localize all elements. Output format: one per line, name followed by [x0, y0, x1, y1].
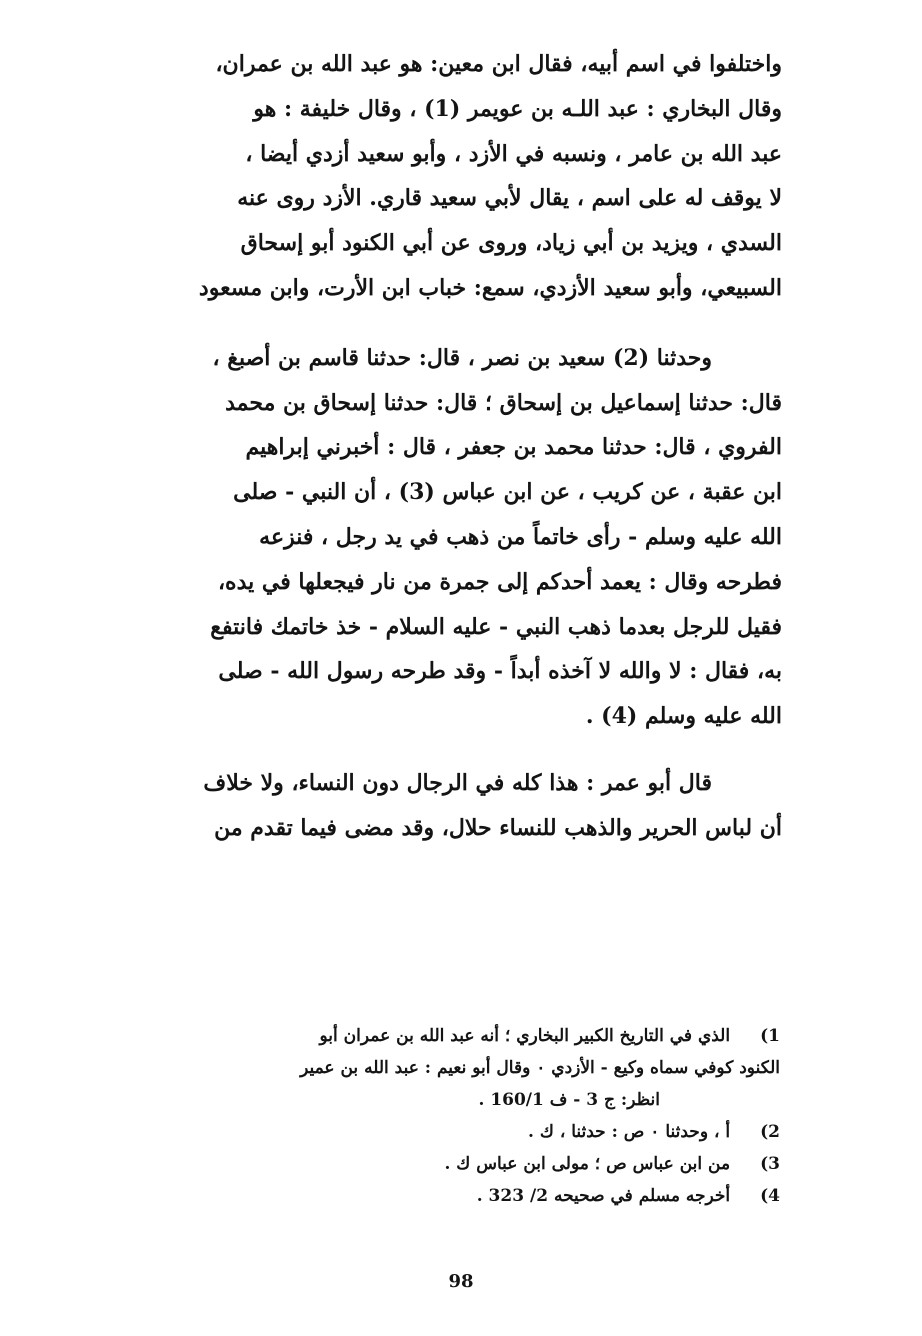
footnote-2 [150, 1116, 780, 1148]
footnote-text: الكنود كوفي سماه وكيع - الأزدي ٠ وقال أبو نعيم : عبد الله بن عمير [300, 1058, 780, 1078]
footnote-number: 3) [760, 1154, 780, 1174]
text-line: الفروي ، قال: حدثنا محمد بن جعفر ، قال : أخبرني إبراهيم [245, 434, 782, 461]
text-line: به، فقال : لا والله لا آخذه أبداً - وقد طرحه رسول الله - صلى [218, 658, 782, 685]
footnote-1-continued [150, 1052, 780, 1084]
text-line: ابن عقبة ، عن كريب ، عن ابن عباس (3) ، أن النبي - صلى [233, 479, 782, 506]
footnote-3 [150, 1148, 780, 1180]
text-line: وحدثنا (2) سعيد بن نصر ، قال: حدثنا قاسم بن أصبغ ، [212, 344, 712, 371]
footnote-4 [150, 1180, 780, 1212]
footnotes [150, 1020, 780, 1212]
text-line: أن لباس الحرير والذهب للنساء حلال، وقد مضى فيما تقدم من [214, 814, 782, 841]
text-line: السدي ، ويزيد بن أبي زياد، وروى عن أبي الكنود أبو إسحاق [240, 230, 782, 257]
text-line: لا يوقف له على اسم ، يقال لأبي سعيد قاري. الأزد روى عنه [237, 185, 782, 212]
footnote-text: أ ، وحدثنا ٠ ص : حدثنا ، ك . [528, 1122, 731, 1142]
page-number: 98 [448, 1271, 474, 1292]
footnote-number: 4) [760, 1186, 780, 1206]
text-line: واختلفوا في اسم أبيه، فقال ابن معين: هو عبد الله بن عمران، [215, 51, 782, 77]
footnote-text: من ابن عباس ص ؛ مولى ابن عباس ك . [444, 1154, 731, 1174]
text-line: الله عليه وسلم (4) . [585, 703, 782, 730]
paragraph-1 [132, 42, 782, 311]
main-text [132, 42, 782, 851]
text-line: السبيعي، وأبو سعيد الأزدي، سمع: خباب ابن الأرت، وابن مسعود [198, 274, 782, 301]
footnote-text: أخرجه مسلم في صحيحه 2/ 323 . [476, 1186, 731, 1206]
text-line: وقال البخاري : عبد اللـه بن عويمر (1) ، وقال خليفة : هو [253, 95, 782, 122]
paragraph-3 [132, 761, 782, 851]
text-line: فطرحه وقال : يعمد أحدكم إلى جمرة من نار فيجعلها في يده، [217, 568, 782, 595]
text-line: عبد الله بن عامر ، ونسبه في الأزد ، وأبو سعيد أزدي أيضا ، [245, 140, 782, 167]
text-line: قال: حدثنا إسماعيل بن إسحاق ؛ قال: حدثنا إسحاق بن محمد [225, 389, 782, 416]
footnote-1-reference [150, 1084, 780, 1116]
text-line: الله عليه وسلم - رأى خاتماً من ذهب في يد رجل ، فنزعه [259, 523, 782, 550]
footnote-1 [150, 1020, 780, 1052]
footnote-text: انظر: ج 3 - ف 160/1 . [478, 1090, 660, 1110]
text-line: فقيل للرجل بعدما ذهب النبي - عليه السلام - خذ خاتمك فانتفع [210, 613, 782, 640]
text-line: قال أبو عمر : هذا كله في الرجال دون النساء، ولا خلاف [203, 769, 712, 796]
footnote-number: 1) [760, 1026, 780, 1046]
footnote-text: الذي في التاريخ الكبير البخاري ؛ أنه عبد الله بن عمران أبو [319, 1026, 731, 1046]
paragraph-2 [132, 336, 782, 739]
footnote-number: 2) [760, 1122, 780, 1142]
